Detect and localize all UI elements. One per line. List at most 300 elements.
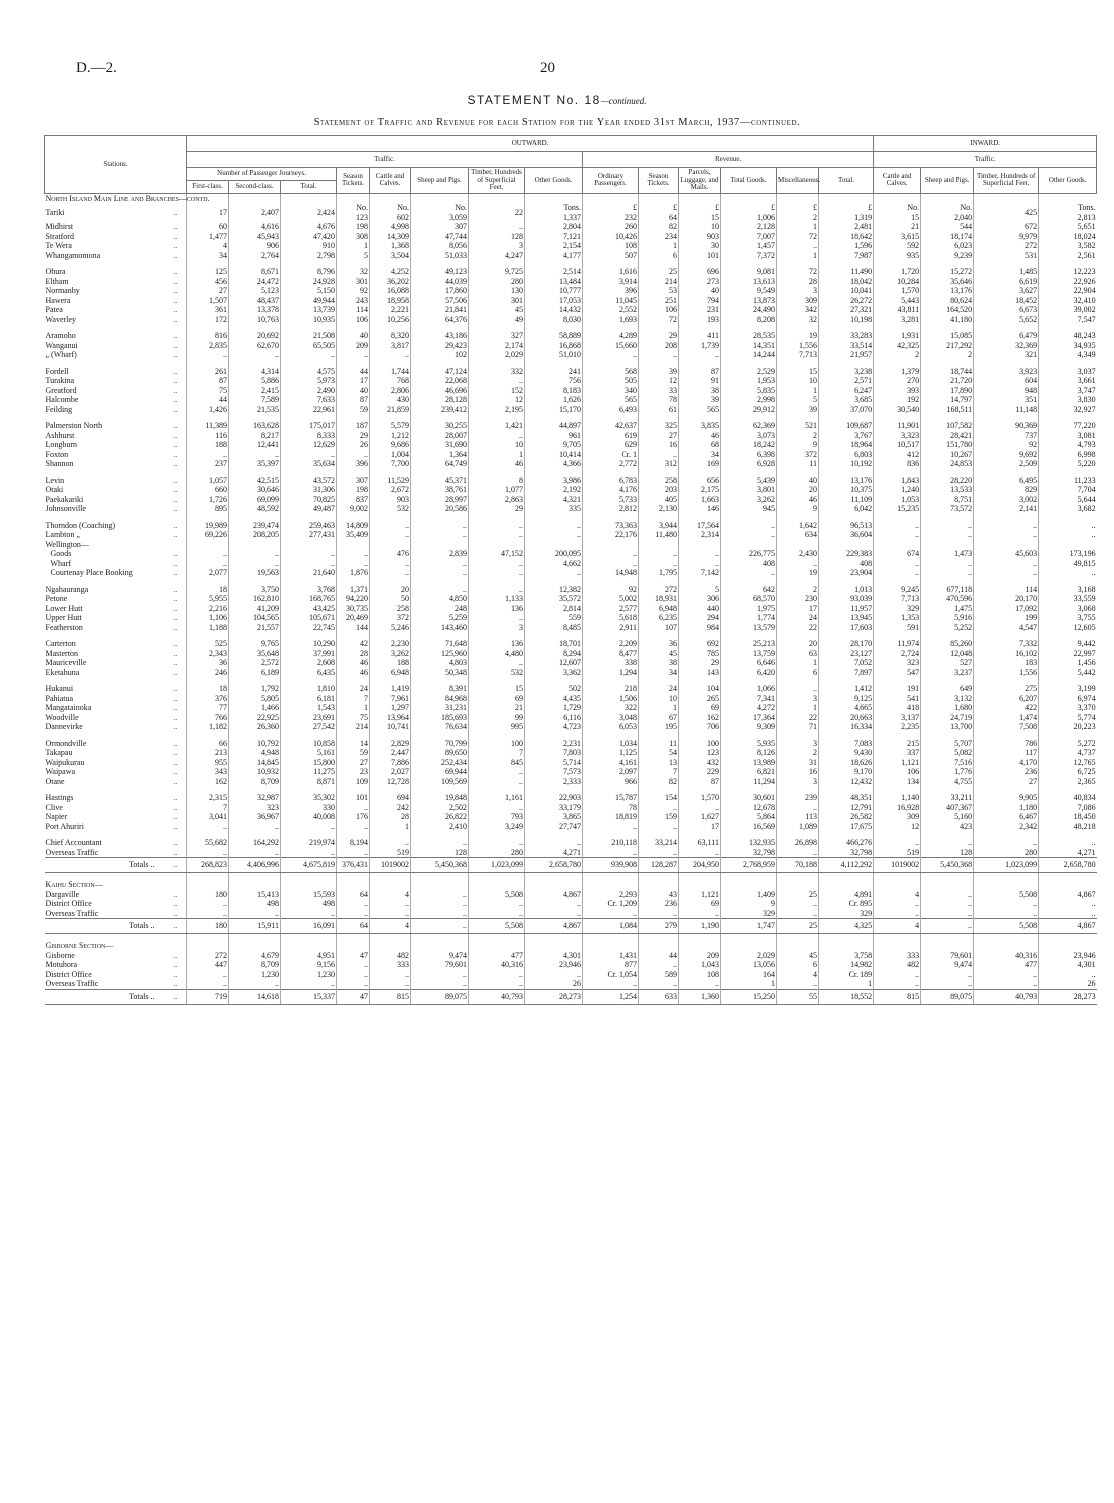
- data-cell: ..: [411, 970, 469, 980]
- data-cell: 4,321: [525, 495, 583, 505]
- data-cell: 65,505: [281, 341, 337, 351]
- data-cell: ..: [469, 431, 525, 441]
- data-cell: 1,474: [974, 713, 1039, 723]
- data-cell: 280: [469, 848, 525, 858]
- data-cell: Cr. 895: [819, 899, 874, 909]
- data-cell: 793: [469, 812, 525, 822]
- table-row: [45, 812, 1097, 822]
- data-cell: 10: [469, 440, 525, 450]
- station-name: Waipawa: [45, 767, 76, 776]
- station-name: Wharf: [50, 558, 71, 568]
- spacer-cell: [1039, 632, 1097, 639]
- data-cell: 4,891: [819, 890, 874, 900]
- data-cell: 694: [370, 793, 411, 803]
- data-cell: ..: [974, 909, 1039, 919]
- data-cell: 6,803: [819, 450, 874, 460]
- total-cell: 180: [187, 919, 229, 934]
- data-cell: 6,495: [974, 476, 1039, 486]
- data-cell: 78: [639, 395, 679, 405]
- data-cell: 7,547: [1039, 315, 1097, 325]
- leader-dots: ..: [173, 340, 178, 350]
- spacer-cell: [337, 677, 370, 684]
- data-cell: 7,372: [721, 251, 777, 261]
- data-cell: 343: [187, 767, 229, 777]
- leader-dots: ..: [173, 767, 178, 776]
- data-cell: 39,002: [1039, 305, 1097, 315]
- data-cell: 20: [777, 639, 819, 649]
- data-cell: ..: [639, 848, 679, 858]
- data-cell: [874, 540, 921, 550]
- data-cell: 10,858: [281, 739, 337, 749]
- data-cell: [525, 540, 583, 550]
- data-cell: 1,627: [679, 812, 721, 822]
- data-cell: 69,099: [229, 495, 281, 505]
- data-cell: 3,758: [819, 951, 874, 961]
- data-cell: ..: [337, 450, 370, 460]
- data-cell: 837: [337, 495, 370, 505]
- data-cell: 39: [777, 405, 819, 415]
- data-cell: 36: [639, 639, 679, 649]
- total-cell: 815: [874, 989, 921, 1004]
- data-cell: 29,912: [721, 405, 777, 415]
- data-cell: ..: [679, 909, 721, 919]
- data-cell: 92: [974, 440, 1039, 450]
- data-cell: 1,106: [187, 613, 229, 623]
- data-cell: 17: [777, 604, 819, 614]
- spacer-cell: [45, 469, 165, 476]
- data-cell: ..: [874, 838, 921, 848]
- total-cell: 89,075: [411, 989, 469, 1004]
- spacer-cell: [281, 632, 337, 639]
- page-number: 20: [540, 60, 555, 76]
- spacer-cell: [337, 514, 370, 521]
- data-cell: 1,294: [583, 668, 639, 678]
- table-header: [45, 136, 1097, 194]
- table-row: [45, 331, 1097, 341]
- spacer-cell: [370, 831, 411, 838]
- data-cell: 13,533: [921, 485, 974, 495]
- data-cell: 234: [639, 232, 679, 242]
- data-cell: 6,783: [583, 476, 639, 486]
- data-cell: 16,088: [370, 286, 411, 296]
- data-cell: 4,435: [525, 694, 583, 704]
- spacer-row: [45, 469, 1097, 476]
- spacer-row: [45, 786, 1097, 793]
- data-cell: 1,543: [281, 703, 337, 713]
- spacer-cell: [525, 632, 583, 639]
- total-cell: 1,023,099: [974, 858, 1039, 873]
- data-cell: 104,565: [229, 613, 281, 623]
- data-cell: 4,723: [525, 722, 583, 732]
- spacer-cell: [525, 786, 583, 793]
- spacer-cell: [281, 360, 337, 367]
- data-cell: 2,764: [229, 251, 281, 261]
- data-cell: 109,687: [819, 421, 874, 431]
- data-cell: 273: [679, 277, 721, 287]
- data-cell: 25,213: [721, 639, 777, 649]
- data-cell: 1,053: [874, 495, 921, 505]
- data-cell: 77: [187, 703, 229, 713]
- spacer-cell: [337, 469, 370, 476]
- empty-cell: [921, 193, 974, 203]
- data-cell: 32,987: [229, 793, 281, 803]
- data-cell: 12,728: [370, 777, 411, 787]
- table-row: [45, 658, 1097, 668]
- data-cell: [921, 540, 974, 550]
- data-cell: 5,651: [1039, 222, 1097, 232]
- data-cell: 525: [187, 639, 229, 649]
- total-cell: 14,618: [229, 989, 281, 1004]
- data-cell: ..: [525, 909, 583, 919]
- empty-cell: [411, 941, 469, 951]
- data-cell: 27: [639, 431, 679, 441]
- data-cell: 258: [370, 604, 411, 614]
- data-cell: 27: [337, 758, 370, 768]
- data-cell: 12,678: [721, 803, 777, 813]
- spacer-cell: [187, 677, 229, 684]
- data-cell: 18: [187, 585, 229, 595]
- empty-cell: [187, 941, 229, 951]
- data-cell: 5,508: [469, 890, 525, 900]
- spacer-cell: [370, 514, 411, 521]
- data-cell: [1039, 540, 1097, 550]
- station-name: Ashhurst: [45, 430, 75, 440]
- data-cell: 2,097: [583, 767, 639, 777]
- data-cell: ..: [469, 909, 525, 919]
- spacer-cell: [525, 578, 583, 585]
- data-cell: 6,948: [639, 604, 679, 614]
- spacer-cell: [165, 873, 187, 881]
- data-cell: 6,821: [721, 767, 777, 777]
- spacer-cell: [777, 324, 819, 331]
- spacer-cell: [469, 514, 525, 521]
- spacer-row: [45, 324, 1097, 331]
- empty-cell: [1039, 880, 1097, 890]
- total-cell: 719: [187, 989, 229, 1004]
- table-row: [45, 758, 1097, 768]
- total-cell: 4,325: [819, 919, 874, 934]
- data-cell: ..: [679, 979, 721, 989]
- spacer-cell: [1039, 360, 1097, 367]
- data-cell: 10,267: [921, 450, 974, 460]
- data-cell: 737: [974, 431, 1039, 441]
- spacer-cell: [187, 786, 229, 793]
- data-cell: 6,619: [974, 277, 1039, 287]
- data-cell: 2,998: [721, 395, 777, 405]
- data-cell: 955: [187, 758, 229, 768]
- table-row: [45, 405, 1097, 415]
- empty-cell: [721, 941, 777, 951]
- data-cell: 15,413: [229, 890, 281, 900]
- data-cell: 15,660: [583, 341, 639, 351]
- data-cell: 2: [921, 350, 974, 360]
- data-cell: 28: [777, 277, 819, 287]
- total-cell: 1,360: [679, 989, 721, 1004]
- data-cell: 146: [679, 504, 721, 514]
- spacer-cell: [229, 632, 281, 639]
- data-cell: 114: [974, 585, 1039, 595]
- data-cell: ..: [469, 559, 525, 569]
- data-cell: 69: [679, 703, 721, 713]
- data-cell: 1,419: [370, 684, 411, 694]
- data-cell: 1,133: [469, 594, 525, 604]
- data-cell: 6,247: [819, 386, 874, 396]
- data-cell: £ 1,319: [819, 203, 874, 222]
- data-cell: ..: [874, 970, 921, 980]
- data-cell: 3,582: [1039, 241, 1097, 251]
- empty-cell: [974, 193, 1039, 203]
- data-cell: 68,570: [721, 594, 777, 604]
- data-cell: 6,116: [525, 713, 583, 723]
- spacer-cell: [187, 578, 229, 585]
- spacer-row: [45, 934, 1097, 942]
- data-cell: 351: [974, 395, 1039, 405]
- other-goods-header: Other Goods.: [525, 168, 583, 194]
- data-cell: ..: [1039, 530, 1097, 540]
- data-cell: 10: [679, 222, 721, 232]
- data-cell: 24,490: [721, 305, 777, 315]
- data-cell: 4,247: [469, 251, 525, 261]
- spacer-cell: [777, 786, 819, 793]
- data-cell: 6,398: [721, 450, 777, 460]
- data-cell: 6,646: [721, 658, 777, 668]
- data-cell: 4,480: [469, 649, 525, 659]
- table-row: [45, 838, 1097, 848]
- data-cell: 43: [639, 890, 679, 900]
- spacer-cell: [974, 732, 1039, 739]
- leader-dots: ..: [173, 802, 178, 812]
- data-cell: 8,709: [229, 777, 281, 787]
- data-cell: 14,351: [721, 341, 777, 351]
- data-cell: 30: [679, 241, 721, 251]
- leader-dots: ..: [173, 568, 178, 577]
- data-cell: ..: [411, 559, 469, 569]
- data-cell: 107,582: [921, 421, 974, 431]
- data-cell: 29: [469, 504, 525, 514]
- data-cell: 162: [187, 777, 229, 787]
- spacer-cell: [679, 732, 721, 739]
- data-cell: 163,628: [229, 421, 281, 431]
- data-cell: 1,066: [721, 684, 777, 694]
- data-cell: ..: [777, 684, 819, 694]
- total-cell: 1,023,099: [469, 858, 525, 873]
- leader-dots: ..: [173, 908, 178, 918]
- data-cell: 4,948: [229, 748, 281, 758]
- data-cell: ..: [974, 899, 1039, 909]
- data-cell: 9,239: [921, 251, 974, 261]
- data-cell: 1,043: [679, 960, 721, 970]
- data-cell: 172: [187, 315, 229, 325]
- data-cell: 649: [921, 684, 974, 694]
- data-cell: 2,835: [187, 341, 229, 351]
- data-cell: 24: [337, 684, 370, 694]
- inward-cattle-header: Cattle and Calves.: [874, 168, 921, 194]
- data-cell: 11,490: [819, 267, 874, 277]
- spacer-cell: [469, 414, 525, 421]
- data-cell: 22,068: [411, 376, 469, 386]
- data-cell: ..: [337, 970, 370, 980]
- spacer-cell: [165, 831, 187, 838]
- data-cell: 24,928: [281, 277, 337, 287]
- data-cell: 10,777: [525, 286, 583, 296]
- data-cell: 372: [370, 613, 411, 623]
- data-cell: 192: [874, 395, 921, 405]
- total-cell: 1019002: [370, 858, 411, 873]
- data-cell: 143: [679, 668, 721, 678]
- data-cell: 5,161: [281, 748, 337, 758]
- spacer-cell: [874, 732, 921, 739]
- data-cell: ..: [777, 848, 819, 858]
- data-cell: 75: [187, 386, 229, 396]
- data-cell: 7,700: [370, 459, 411, 469]
- data-cell: 32,798: [721, 848, 777, 858]
- data-cell: 2,365: [1039, 777, 1097, 787]
- data-cell: 634: [777, 530, 819, 540]
- spacer-cell: [639, 260, 679, 267]
- leader-dots: ..: [173, 648, 178, 658]
- data-cell: ..: [337, 899, 370, 909]
- data-cell: ..: [469, 838, 525, 848]
- spacer-cell: [874, 632, 921, 639]
- station-name: Ormondville: [45, 738, 87, 748]
- data-cell: ..: [921, 979, 974, 989]
- table-row: [45, 767, 1097, 777]
- spacer-cell: [639, 360, 679, 367]
- data-cell: 12,223: [1039, 267, 1097, 277]
- data-cell: 17,860: [411, 286, 469, 296]
- data-cell: 1,456: [1039, 658, 1097, 668]
- data-cell: ..: [187, 909, 229, 919]
- data-cell: 335: [525, 504, 583, 514]
- data-cell: ..: [187, 559, 229, 569]
- data-cell: 3,750: [229, 585, 281, 595]
- table-row: [45, 395, 1097, 405]
- unit-label: £: [868, 203, 873, 212]
- data-cell: 43,186: [411, 331, 469, 341]
- data-cell: 187: [337, 421, 370, 431]
- data-cell: 332: [469, 367, 525, 377]
- table-row: [45, 604, 1097, 614]
- data-cell: ..: [1039, 568, 1097, 578]
- data-cell: ..: [721, 521, 777, 531]
- miscellaneous-header: Miscellaneous.: [777, 168, 819, 194]
- total-cell: 25: [777, 919, 819, 934]
- station-name: Thorndon (Coaching): [45, 520, 116, 530]
- leader-dots: ..: [173, 520, 178, 530]
- data-cell: 10,414: [525, 450, 583, 460]
- station-name: Chief Accountant: [45, 838, 102, 847]
- data-cell: 565: [583, 395, 639, 405]
- data-cell: 17: [337, 376, 370, 386]
- data-cell: 23,946: [525, 960, 583, 970]
- spacer-cell: [679, 260, 721, 267]
- data-cell: 27,542: [281, 722, 337, 732]
- spacer-cell: [721, 632, 777, 639]
- data-cell: 1,810: [281, 684, 337, 694]
- empty-cell: [229, 193, 281, 203]
- data-cell: 78: [583, 803, 639, 813]
- data-cell: 342: [777, 305, 819, 315]
- data-cell: 69: [679, 899, 721, 909]
- data-cell: 8,485: [525, 623, 583, 633]
- spacer-cell: [921, 786, 974, 793]
- unit-label: No.: [907, 203, 920, 212]
- data-cell: 62,670: [229, 341, 281, 351]
- data-cell: 50: [370, 594, 411, 604]
- data-cell: ..: [370, 909, 411, 919]
- table-row: [45, 777, 1097, 787]
- data-cell: 49,487: [281, 504, 337, 514]
- statement-title-suffix: —continued.: [600, 96, 647, 106]
- data-cell: ..: [777, 559, 819, 569]
- data-cell: 9,170: [819, 767, 874, 777]
- data-cell: 1,466: [229, 703, 281, 713]
- data-cell: 9,156: [281, 960, 337, 970]
- leader-dots: ..: [173, 622, 178, 632]
- station-name: Johnsonville: [45, 504, 86, 513]
- spacer-cell: [337, 934, 370, 942]
- spacer-cell: [281, 934, 337, 942]
- data-cell: 7,341: [721, 694, 777, 704]
- empty-cell: [1039, 193, 1097, 203]
- totals-label: Totals ..: [45, 858, 165, 873]
- data-cell: 9: [777, 440, 819, 450]
- data-cell: 7,007: [721, 232, 777, 242]
- leader-dots: ..: [173, 603, 178, 613]
- data-cell: 1,506: [583, 694, 639, 704]
- data-cell: 656: [679, 476, 721, 486]
- data-cell: 4,850: [411, 594, 469, 604]
- data-cell: ..: [281, 909, 337, 919]
- data-cell: 4,803: [411, 658, 469, 668]
- spacer-cell: [721, 578, 777, 585]
- spacer-cell: [583, 831, 639, 838]
- data-cell: ..: [370, 979, 411, 989]
- data-cell: 21,557: [229, 623, 281, 633]
- total-cell: 1,084: [583, 919, 639, 934]
- data-cell: 2,447: [370, 748, 411, 758]
- data-cell: 210,118: [583, 838, 639, 848]
- spacer-cell: [679, 786, 721, 793]
- data-cell: ..: [187, 848, 229, 858]
- data-cell: 2,141: [974, 504, 1039, 514]
- leader-dots: ..: [173, 459, 178, 468]
- spacer-cell: [921, 873, 974, 881]
- data-cell: 361: [187, 305, 229, 315]
- spacer-cell: [819, 260, 874, 267]
- data-cell: 9,905: [974, 793, 1039, 803]
- leader-dots: ..: [173, 950, 178, 960]
- leader-dots: ..: [173, 960, 178, 969]
- station-name: Napier: [45, 812, 68, 821]
- ordinary-passengers-header: Ordinary Passengers.: [583, 168, 639, 194]
- data-cell: 477: [974, 960, 1039, 970]
- data-cell: [229, 540, 281, 550]
- spacer-row: [45, 414, 1097, 421]
- data-cell: ..: [974, 979, 1039, 989]
- leader-dots: ..: [173, 449, 178, 459]
- station-name: Foxton: [45, 449, 69, 459]
- data-cell: 41,209: [229, 604, 281, 614]
- data-cell: 162: [679, 713, 721, 723]
- data-cell: 10,375: [819, 485, 874, 495]
- spacer-cell: [281, 414, 337, 421]
- unit-label: £: [813, 203, 817, 212]
- spacer-cell: [819, 873, 874, 881]
- data-cell: 2,798: [281, 251, 337, 261]
- unit-label: Tons.: [1078, 203, 1096, 212]
- data-cell: 692: [679, 639, 721, 649]
